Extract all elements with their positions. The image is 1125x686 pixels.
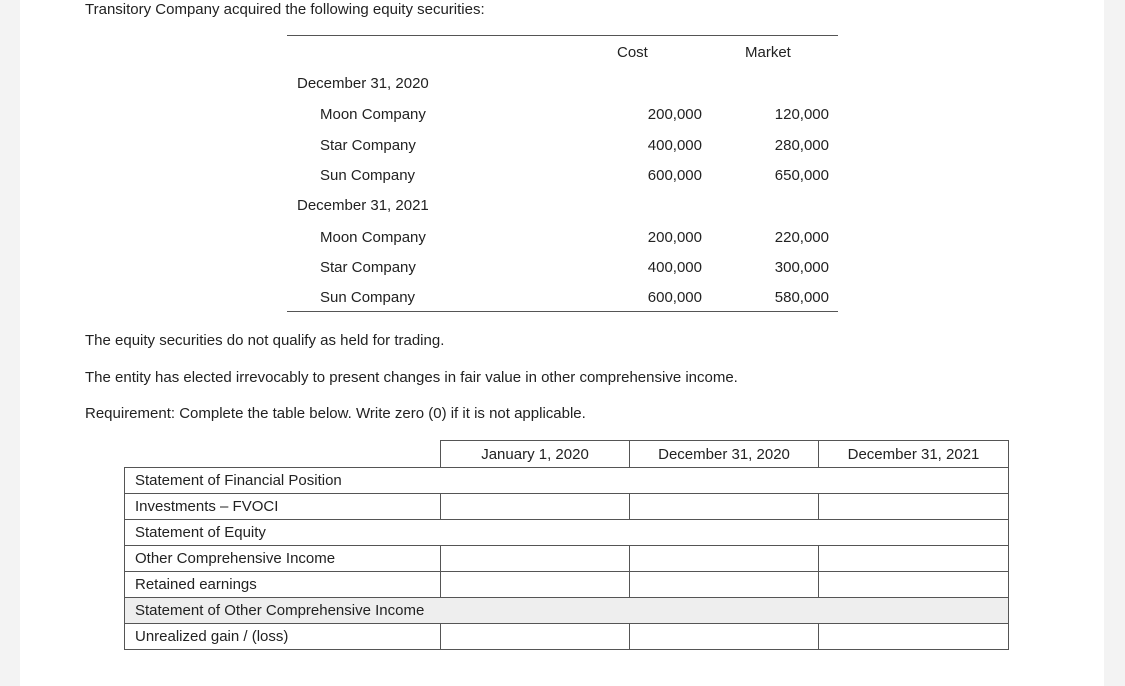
cost-value: 600,000 (647, 289, 702, 306)
section-spacer (441, 598, 1009, 624)
company-name: Sun Company (320, 289, 416, 306)
company-name: Sun Company (320, 167, 416, 184)
intro-text: Transitory Company acquired the following equity securities: (85, 1, 485, 18)
table-row (125, 546, 1009, 572)
table-row (125, 468, 1009, 494)
retained-earnings-jan-2020-input[interactable] (441, 572, 630, 598)
section-spacer (441, 468, 1009, 494)
group-date: December 31, 2020 (297, 75, 429, 92)
retained-earnings-dec-2020-input[interactable] (630, 572, 819, 598)
header-dec-2021: December 31, 2021 (819, 441, 1009, 468)
company-name: Moon Company (320, 106, 426, 123)
group-date-row (20, 75, 1104, 99)
table-row (125, 624, 1009, 650)
row-label: Other Comprehensive Income (125, 546, 441, 572)
table-row (20, 259, 1104, 283)
table-bottom-rule (287, 311, 838, 312)
cost-value: 200,000 (647, 229, 702, 246)
row-label: Investments – FVOCI (125, 494, 441, 520)
market-value: 220,000 (774, 229, 829, 246)
row-label: Statement of Equity (125, 520, 441, 546)
row-label: Unrealized gain / (loss) (125, 624, 441, 650)
group-date: December 31, 2021 (297, 197, 429, 214)
table-row (20, 167, 1104, 191)
group-date-row (20, 197, 1104, 221)
cost-value: 200,000 (647, 106, 702, 123)
paragraph-requirement: Requirement: Complete the table below. Write zero (0) if it is not applicable. (85, 405, 586, 422)
table-row (125, 520, 1009, 546)
section-spacer (441, 520, 1009, 546)
table-row (20, 229, 1104, 253)
company-name: Star Company (320, 259, 416, 276)
market-value: 580,000 (774, 289, 829, 306)
retained-earnings-dec-2021-input[interactable] (819, 572, 1009, 598)
table-row (20, 137, 1104, 161)
investments-jan-2020-input[interactable] (441, 494, 630, 520)
table-row (125, 572, 1009, 598)
paragraph-held-for-trading: The equity securities do not qualify as held for trading. (85, 332, 445, 349)
document-page (20, 0, 1104, 686)
unrealized-gain-jan-2020-input[interactable] (441, 624, 630, 650)
cost-value: 400,000 (647, 137, 702, 154)
header-jan-2020: January 1, 2020 (441, 441, 630, 468)
oci-dec-2020-input[interactable] (630, 546, 819, 572)
market-header: Market (745, 44, 791, 61)
table-row (20, 289, 1104, 313)
oci-jan-2020-input[interactable] (441, 546, 630, 572)
header-blank-cell (125, 441, 441, 468)
row-label: Retained earnings (125, 572, 441, 598)
row-label: Statement of Other Comprehensive Income (125, 598, 441, 624)
company-name: Star Company (320, 137, 416, 154)
answer-table-header-row (125, 441, 1009, 468)
investments-dec-2020-input[interactable] (630, 494, 819, 520)
company-name: Moon Company (320, 229, 426, 246)
table-row (20, 106, 1104, 130)
table-row (125, 598, 1009, 624)
market-value: 650,000 (774, 167, 829, 184)
market-value: 280,000 (774, 137, 829, 154)
market-value: 120,000 (774, 106, 829, 123)
table-top-rule (287, 35, 838, 36)
cost-value: 400,000 (647, 259, 702, 276)
header-dec-2020: December 31, 2020 (630, 441, 819, 468)
cost-value: 600,000 (647, 167, 702, 184)
oci-dec-2021-input[interactable] (819, 546, 1009, 572)
market-value: 300,000 (774, 259, 829, 276)
answer-table (124, 440, 1009, 650)
paragraph-fvoci-election: The entity has elected irrevocably to present changes in fair value in other comprehensive income. (85, 369, 738, 386)
unrealized-gain-dec-2020-input[interactable] (630, 624, 819, 650)
investments-dec-2021-input[interactable] (819, 494, 1009, 520)
row-label: Statement of Financial Position (125, 468, 441, 494)
cost-header: Cost (617, 44, 648, 61)
unrealized-gain-dec-2021-input[interactable] (819, 624, 1009, 650)
table-row (125, 494, 1009, 520)
